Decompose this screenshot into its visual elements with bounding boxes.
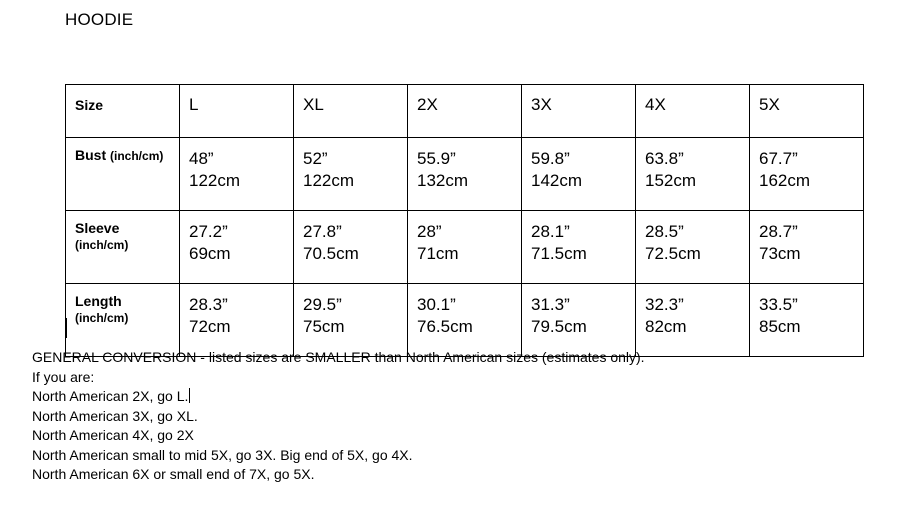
inch-value: 28.3” bbox=[189, 295, 228, 314]
table-cell bbox=[408, 138, 522, 211]
cm-value: 82cm bbox=[645, 317, 687, 336]
notes-line: North American 3X, go XL. bbox=[32, 407, 198, 424]
table-cell bbox=[180, 211, 294, 284]
table-row-sleeve bbox=[66, 211, 864, 284]
table-cell bbox=[522, 138, 636, 211]
inch-value: 29.5” bbox=[303, 295, 342, 314]
table-cell bbox=[408, 211, 522, 284]
inch-value: 33.5” bbox=[759, 295, 798, 314]
inch-value: 27.8” bbox=[303, 222, 342, 241]
table-cell bbox=[294, 211, 408, 284]
table-cell bbox=[294, 138, 408, 211]
table-cell bbox=[750, 211, 864, 284]
cm-value: 71cm bbox=[417, 244, 459, 263]
table-cell bbox=[750, 138, 864, 211]
inch-value: 52” bbox=[303, 149, 328, 168]
cm-value: 122cm bbox=[189, 171, 241, 190]
cm-value: 162cm bbox=[759, 171, 811, 190]
table-row-bust bbox=[66, 138, 864, 211]
size-chart-table bbox=[65, 84, 864, 357]
row-label-bust bbox=[66, 138, 180, 211]
size-header-5x: 5X bbox=[750, 85, 864, 138]
size-header-2x: 2X bbox=[408, 85, 522, 138]
inch-value: 31.3” bbox=[531, 295, 570, 314]
row-label-text: Length bbox=[75, 293, 122, 309]
inch-value: 28.5” bbox=[645, 222, 684, 241]
row-label-unit: (inch/cm) bbox=[110, 149, 164, 163]
table-cell bbox=[522, 211, 636, 284]
size-header-xl: XL bbox=[294, 85, 408, 138]
table-cell bbox=[636, 284, 750, 357]
inch-value: 32.3” bbox=[645, 295, 684, 314]
cm-value: 85cm bbox=[759, 317, 801, 336]
table-cell bbox=[750, 284, 864, 357]
text-cursor-mark bbox=[66, 318, 67, 338]
table-cell bbox=[180, 138, 294, 211]
text-caret bbox=[189, 388, 190, 403]
size-header-l: L bbox=[180, 85, 294, 138]
notes-intro: If you are: bbox=[32, 368, 95, 385]
table-cell bbox=[522, 284, 636, 357]
cm-value: 142cm bbox=[531, 171, 583, 190]
inch-value: 28.7” bbox=[759, 222, 798, 241]
table-cell bbox=[180, 284, 294, 357]
cm-value: 152cm bbox=[645, 171, 697, 190]
table-header-row bbox=[66, 85, 864, 138]
cm-value: 76.5cm bbox=[417, 317, 473, 336]
cm-value: 75cm bbox=[303, 317, 345, 336]
table-cell bbox=[636, 211, 750, 284]
cm-value: 73cm bbox=[759, 244, 801, 263]
notes-line-text: North American 2X, go L. bbox=[32, 388, 189, 404]
inch-value: 55.9” bbox=[417, 149, 456, 168]
cm-value: 69cm bbox=[189, 244, 231, 263]
inch-value: 67.7” bbox=[759, 149, 798, 168]
size-header-label: Size bbox=[66, 85, 180, 138]
notes-line bbox=[32, 387, 645, 407]
conversion-notes bbox=[32, 348, 645, 485]
table-cell bbox=[294, 284, 408, 357]
inch-value: 28.1” bbox=[531, 222, 570, 241]
page-title: HOODIE bbox=[65, 10, 134, 29]
inch-value: 63.8” bbox=[645, 149, 684, 168]
inch-value: 28” bbox=[417, 222, 442, 241]
inch-value: 27.2” bbox=[189, 222, 228, 241]
row-label-length bbox=[66, 284, 180, 357]
notes-heading: GENERAL CONVERSION - listed sizes are SMALLER than North American sizes (estimates only). bbox=[32, 349, 645, 365]
row-label-sleeve bbox=[66, 211, 180, 284]
inch-value: 59.8” bbox=[531, 149, 570, 168]
cm-value: 122cm bbox=[303, 171, 355, 190]
cm-value: 71.5cm bbox=[531, 244, 587, 263]
cm-value: 79.5cm bbox=[531, 317, 587, 336]
row-label-unit: (inch/cm) bbox=[75, 311, 129, 325]
notes-line: North American 6X or small end of 7X, go 5X. bbox=[32, 466, 315, 482]
inch-value: 48” bbox=[189, 149, 214, 168]
row-label-unit: (inch/cm) bbox=[75, 238, 129, 252]
cm-value: 70.5cm bbox=[303, 244, 359, 263]
cm-value: 132cm bbox=[417, 171, 469, 190]
table-cell bbox=[636, 138, 750, 211]
table-cell bbox=[408, 284, 522, 357]
cm-value: 72.5cm bbox=[645, 244, 701, 263]
cm-value: 72cm bbox=[189, 317, 231, 336]
size-header-4x: 4X bbox=[636, 85, 750, 138]
size-header-3x: 3X bbox=[522, 85, 636, 138]
row-label-text: Sleeve bbox=[75, 220, 120, 236]
row-label-text: Bust bbox=[75, 147, 107, 163]
notes-line: North American small to mid 5X, go 3X. Big end of 5X, go 4X. bbox=[32, 446, 413, 463]
inch-value: 30.1” bbox=[417, 295, 456, 314]
table-row-length bbox=[66, 284, 864, 357]
notes-line: North American 4X, go 2X bbox=[32, 427, 194, 443]
